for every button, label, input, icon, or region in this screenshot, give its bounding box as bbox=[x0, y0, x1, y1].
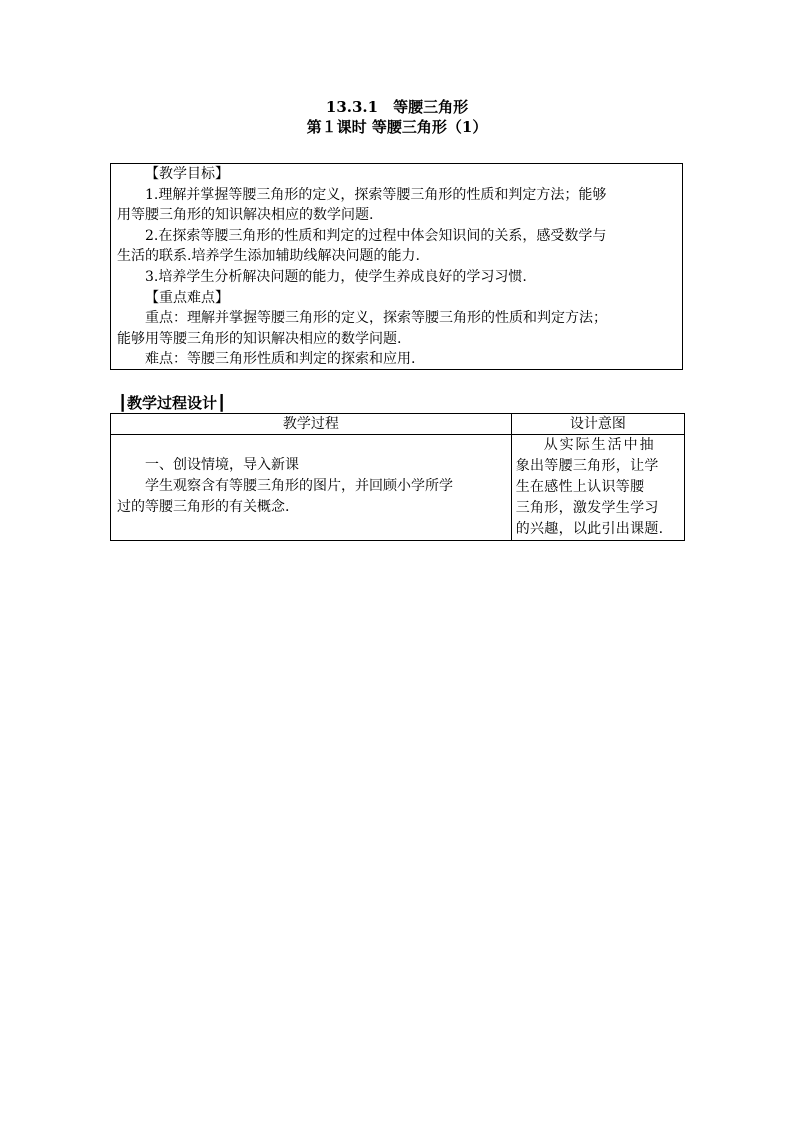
objective-3-line-1: 3.培养学生分析解决问题的能力，使学生养成良好的学习习惯. bbox=[145, 268, 527, 285]
column-header-process: 教学过程 bbox=[111, 414, 512, 435]
objectives-box bbox=[110, 163, 683, 370]
objective-1-line-1: 1.理解并掌握等腰三角形的定义，探索等腰三角形的性质和判定方法；能够 bbox=[145, 186, 607, 203]
process-table-header-row bbox=[111, 414, 685, 435]
difficulty-line: 难点：等腰三角形性质和判定的探索和应用. bbox=[145, 351, 416, 368]
objective-2-line-1: 2.在探索等腰三角形的性质和判定的过程中体会知识间的关系，感受数学与 bbox=[145, 227, 607, 244]
objective-1-line-2: 用等腰三角形的知识解决相应的数学问题. bbox=[117, 207, 374, 224]
process-heading: ┃教学过程设计┃ bbox=[118, 394, 227, 412]
process-table bbox=[110, 413, 685, 541]
intent-line-3: 生在感性上认识等腰 bbox=[515, 479, 645, 495]
intent-line-1: 从实际生活中抽 bbox=[543, 437, 656, 453]
key-point-line-1: 重点：理解并掌握等腰三角形的定义，探索等腰三角形的性质和判定方法； bbox=[145, 310, 607, 327]
intent-cell bbox=[511, 435, 684, 541]
intent-line-5: 的兴趣，以此引出课题. bbox=[515, 521, 664, 537]
process-text-line-1: 学生观察含有等腰三角形的图片，并回顾小学所学 bbox=[145, 478, 453, 494]
process-text-line-2: 过的等腰三角形的有关概念. bbox=[117, 499, 290, 515]
column-header-intent: 设计意图 bbox=[511, 414, 684, 435]
intent-line-2: 象出等腰三角形，让学 bbox=[515, 458, 659, 474]
objective-2-line-2: 生活的联系.培养学生添加辅助线解决问题的能力. bbox=[117, 248, 420, 265]
lesson-title: 13.3.1 等腰三角形 bbox=[325, 98, 469, 116]
process-section-title: 一、创设情境，导入新课 bbox=[145, 457, 299, 473]
lesson-subtitle: 第１课时 等腰三角形（1） bbox=[306, 118, 488, 136]
objectives-heading: 【教学目标】 bbox=[145, 166, 229, 182]
key-point-line-2: 能够用等腰三角形的知识解决相应的数学问题. bbox=[117, 330, 402, 347]
table-row bbox=[111, 435, 685, 541]
process-cell bbox=[111, 435, 512, 541]
intent-line-4: 三角形，激发学生学习 bbox=[515, 500, 659, 516]
key-points-heading: 【重点难点】 bbox=[145, 289, 229, 306]
